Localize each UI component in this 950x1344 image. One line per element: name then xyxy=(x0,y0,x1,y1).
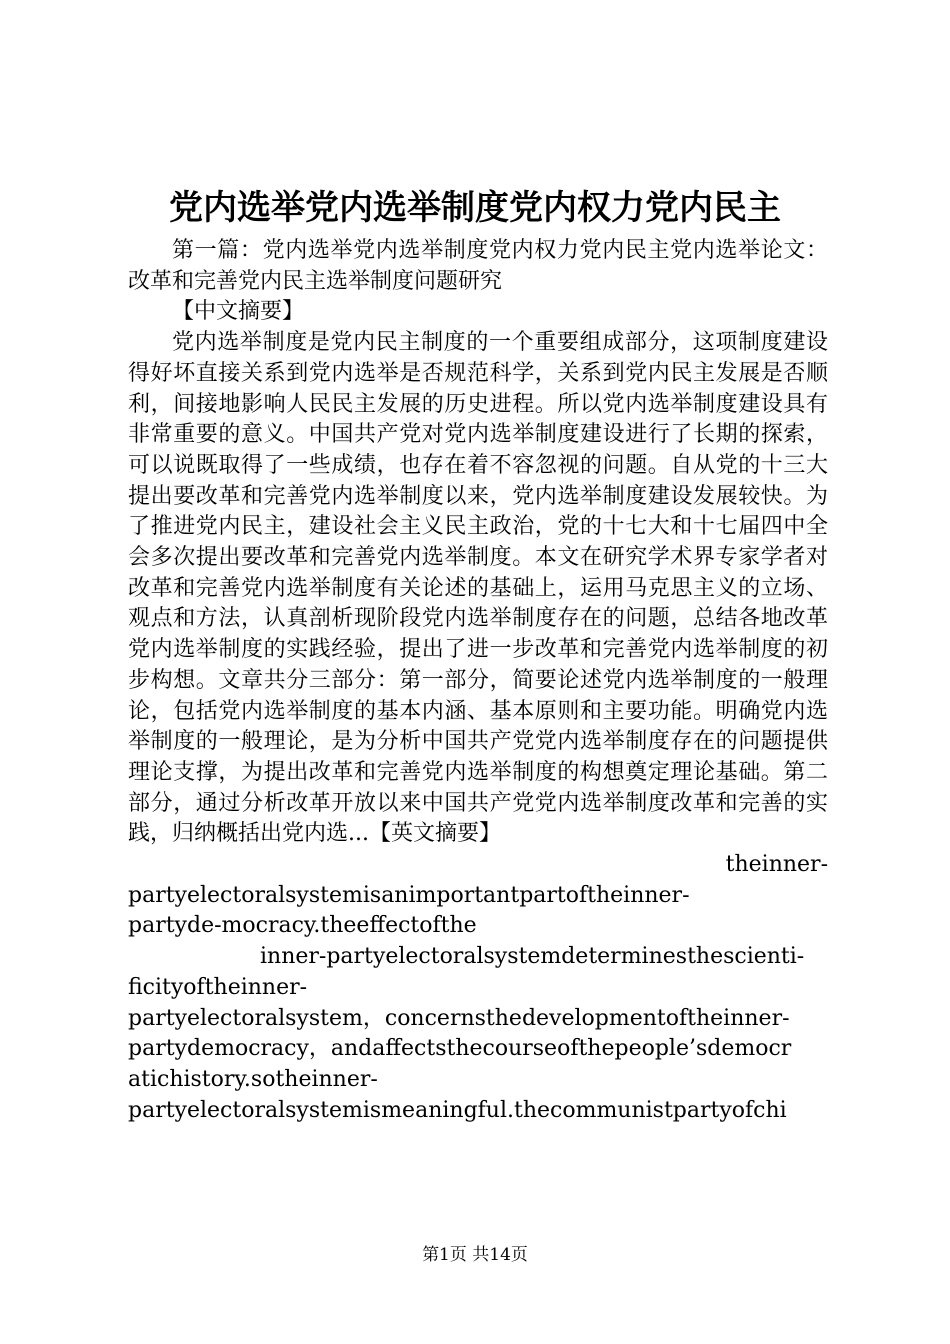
document-title: 党内选举党内选举制度党内权力党内民主 xyxy=(169,188,781,228)
heading-paragraph: 第一篇：党内选举党内选举制度党内权力党内民主党内选举论文：改革和完善党内民主选举制度问题研究 xyxy=(128,238,828,294)
en-line-6: partyelectoralsystem，concernsthedevelopmentoftheinner- xyxy=(128,1005,790,1031)
zh-abstract-text: 党内选举制度是党内民主制度的一个重要组成部分，这项制度建设得好坏直接关系到党内选举是否规范科学，关系到党内民主发展是否顺利，间接地影响人民民主发展的历史进程。所以党内选举制度建设具有非常重要的意义。中国共产党对党内选举制度建设进行了长期的探索，可以说既取得了一些成绩，也存在着不容忽视的问题。自从党的十三大提出要改革和完善党内选举制度以来，党内选举制度建设发展较快。为了推进党内民主，建设社会主义民主政治，党的十七大和十七届四中全会多次提出要改革和完善党内选举制度。本文在研究学术界专家学者对改革和完善党内选举制度有关论述的基础上，运用马克思主义的立场、观点和方法，认真剖析现阶段党内选举制度存在的问题，总结各地改革党内选举制度的实践经验，提出了进一步改革和完善党内选举制度的初步构想。文章共分三部分：第一部分，简要论述党内选举制度的一般理论，包括党内选举制度的基本内涵、基本原则和主要功能。明确党内选举制度的一般理论，是为分析中国共产党党内选举制度存在的问题提供理论支撑，为提出改革和完善党内选举制度的构想奠定理论基础。第二部分，通过分析改革开放以来中国共产党党内选举制度改革和完善的实践，归纳概括出党内选...【英文摘要】 xyxy=(128,330,828,847)
en-line-2: partyelectoralsystemisanimportantpartoftheinner- xyxy=(128,882,690,908)
page-footer: 第1页 共14页 xyxy=(422,1245,528,1265)
en-line-7: partydemocracy，andaffectsthecourseofthepeople’sdemocr xyxy=(128,1036,792,1062)
document-body xyxy=(128,236,828,1126)
en-line-9: partyelectoralsystemismeaningful.thecommunistpartyofchi xyxy=(128,1097,787,1123)
en-line-8: atichistory.sotheinner- xyxy=(128,1066,378,1092)
en-line-4: inner-partyelectoralsystemdeterminesthescienti- xyxy=(260,944,805,970)
en-line-5: ficityoftheinner- xyxy=(128,974,308,1000)
zh-abstract-label: 【中文摘要】 xyxy=(172,299,305,325)
en-line-3: partyde-mocracy.theeffectofthe xyxy=(128,913,477,939)
en-line-1: theinner- xyxy=(725,852,828,878)
